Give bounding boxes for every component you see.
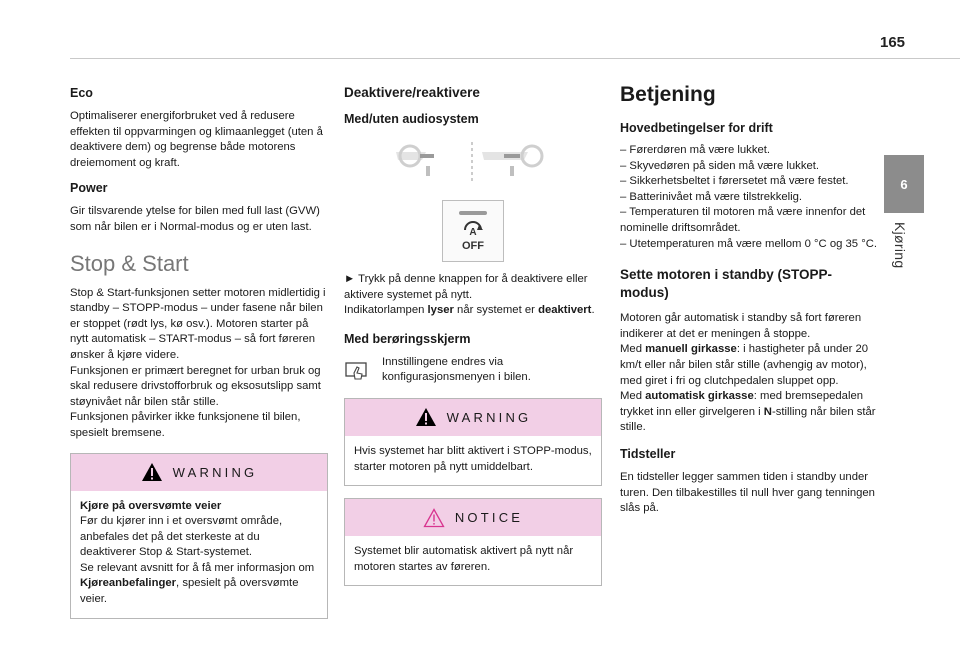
warning-text-2: Se relevant avsnitt for å få mer informasjon om Kjøreanbefalinger, spesielt på oversvømte veier. (80, 561, 315, 606)
header-rule (70, 58, 960, 59)
warning-triangle-icon (141, 462, 163, 482)
chapter-title: Kjøring (892, 222, 908, 269)
stop-start-a-icon (461, 220, 485, 240)
eco-text: Optimaliserer energiforbruket ved å redusere effekten til oppvarmingen og klimaanlegget (uten å deaktivere dem) og begrense både motorens dreiemoment og kraft. (70, 110, 323, 169)
warning-text: Hvis systemet har blitt aktivert i STOPP-modus, starter motoren på nytt umiddelbart. (354, 444, 592, 473)
right-dashboard-icon (482, 146, 542, 176)
svg-text:A: A (469, 226, 477, 238)
indicator-text: Indikatorlampen lyser når systemet er deaktivert. (344, 304, 595, 317)
warning-triangle-icon (415, 407, 437, 427)
left-dashboard-icon (396, 146, 434, 176)
warning-label: WARNING (446, 409, 532, 425)
notice-triangle-icon (423, 508, 445, 528)
conditions-list (620, 143, 878, 252)
stop-start-text-2: Funksjonen er primært beregnet for urban bruk og skal redusere drivstofforbruk og eksosutslipp samt støynivået når bilen står stille. (70, 364, 321, 408)
list-item: – Skyvedøren på siden må være lukket. (620, 159, 820, 172)
manual-gearbox-text: Med manuell girkasse: i hastigheter på under 20 km/t eller når bilen står stille (avhengig av motor), med giret i fri og clutchpedalen sluppet opp. (620, 343, 869, 387)
operation-heading: Betjening (620, 83, 716, 106)
warning-text-1: Før du kjører inn i et oversvømt område, anbefales det på det sterkeste at du deaktiverer Stop & Start-systemet. (80, 515, 283, 559)
column-left (70, 78, 328, 619)
touchscreen-text: Innstillingene endres via konfigurasjonsmenyen i bilen. (382, 355, 531, 384)
notice-header (345, 499, 601, 536)
automatic-gearbox-text: Med automatisk girkasse: med bremsepedalen trykket inn eller girvelgeren i N-stilling når bilen står stille. (620, 390, 876, 434)
list-item: – Batterinivået må være tilstrekkelig. (620, 190, 803, 203)
list-item: – Temperaturen til motoren må være innenfor det nominelle driftsområdet. (620, 206, 866, 234)
list-item: – Førerdøren må være lukket. (620, 144, 771, 156)
notice-label: NOTICE (454, 510, 524, 526)
warning-header (71, 454, 327, 491)
notice-box (344, 498, 602, 586)
eco-heading: Eco (70, 86, 93, 100)
stop-start-heading: Stop & Start (70, 250, 189, 276)
indicator-lamp (459, 211, 487, 215)
list-item: – Utetemperaturen må være mellom 0 °C og 35 °C. (620, 237, 878, 250)
warning-header (345, 399, 601, 436)
stop-start-off-button[interactable] (442, 200, 504, 262)
standby-text: Motoren går automatisk i standby så fort føreren indikerer at det er meningen å stoppe. (620, 312, 862, 340)
page-number: 165 (880, 34, 906, 51)
warning-box-flooded (70, 453, 328, 619)
stop-start-text: Stop & Start-funksjonen setter motoren midlertidig i standby – STOPP-modus – under fasene når bilen er stoppet (rødt lys, kø osv.). Motoren starter på nytt automatisk – START-modus – så fort føreren ønsker å kjøre videre. (70, 286, 326, 361)
list-item: – Sikkerhetsbeltet i førersetet må være festet. (620, 175, 849, 188)
power-text: Gir tilsvarende ytelse for bilen med full last (GVW) som når bilen er i Normal-modus og er uten last. (70, 205, 320, 233)
standby-subheading: Sette motoren i standby (STOPP-modus) (620, 267, 833, 301)
timer-subheading: Tidsteller (620, 446, 676, 461)
dashboard-location-illustration (344, 140, 602, 186)
notice-text: Systemet blir automatisk aktivert på nytt når motoren startes av føreren. (354, 545, 574, 573)
column-middle (344, 78, 602, 586)
touchscreen-subheading: Med berøringsskjerm (344, 331, 471, 346)
warning-title: Kjøre på oversvømte veier (80, 499, 222, 512)
touchscreen-note (344, 355, 602, 386)
audio-subheading: Med/uten audiosystem (344, 112, 479, 126)
chapter-number-tab[interactable]: 6 (884, 155, 924, 213)
warning-box-stop-mode (344, 398, 602, 486)
stop-start-text-3: Funksjonen påvirker ikke funksjonene til bilen, spesielt bremsene. (70, 411, 301, 439)
off-label: OFF (462, 239, 484, 252)
touchscreen-hand-icon (344, 359, 370, 381)
link-kjoreanbefalinger: Kjøreanbefalinger (80, 577, 177, 590)
column-right (620, 78, 878, 517)
warning-label: WARNING (172, 464, 258, 480)
instruction-text: ► Trykk på denne knappen for å deaktivere eller aktivere systemet på nytt. (344, 273, 588, 301)
power-heading: Power (70, 181, 108, 196)
conditions-subheading: Hovedbetingelser for drift (620, 121, 773, 135)
timer-text: En tidsteller legger sammen tiden i standby under turen. Den tilbakestilles til null hver gang tenningen slås på. (620, 470, 875, 515)
deactivate-heading: Deaktivere/reaktivere (344, 85, 480, 100)
